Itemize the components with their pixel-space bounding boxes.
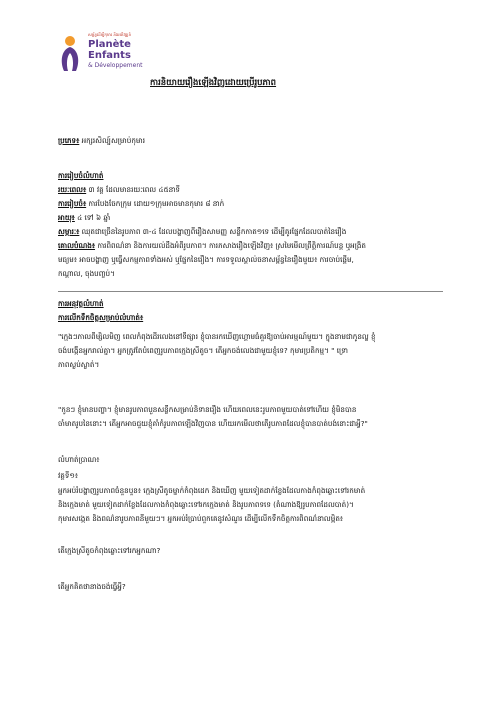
age-value: ៤ ទៅ ៦ ឆ្នាំ <box>77 213 111 222</box>
materials-value: ឈុតជាច្រើននៃរូបភាព ៣-៤ ដែលបង្ហាញពីរឿងសាមញ្ញ សន្លឹកកាត១ទេ ដើម្បីគូរផ្នែកដែលបាត់នៃរឿង <box>81 227 347 236</box>
quote1-line3: ភាពស្ងប់ស្ងាត់។ <box>58 360 100 369</box>
session1-line1: អ្នកអប់រំបង្ហាញរូបភាពចំនួនបួន៖ ក្មេងស្រីតូចម្នាក់កំពុងដេក និងឃើញ មួយទៀតដាក់ខ្លែងដែលកាងកំពុងឆ្លោះទៅរកមាត់ <box>58 486 366 495</box>
motivation-heading: ការលើកទឹកចិត្តសម្រាប់លំហាត់៖ <box>58 313 144 322</box>
question2: តើអ្នកគិតថានាងចង់ធ្វើអ្វី? <box>58 582 126 591</box>
organization-label: ការរៀបចំ៖ <box>58 199 87 208</box>
quote2-line1: "កូនៗ ខ្ញុំមានបញ្ហា។ ខ្ញុំមានរូបភាពបួនសន្លឹកសម្រាប់និទានរឿង ហើយពេលនេះរូបភាពមួយបាត់ទៅហើយ ខ្ញុំមិនបាន <box>58 405 357 414</box>
session1-line2: និងក្មេងមាត់ មួយទៀតដាក់ខ្លែងដែលកាងកំពុងឆ្លោះទៅរកក្មេងមាត់ និងរូបភាពទទេ (តំណាងឱ្យរូបភាពដែលបាត់)។ <box>58 500 354 509</box>
age-line <box>58 211 443 224</box>
duration-label: រយៈពេល៖ <box>58 185 87 194</box>
objective-text-line3: កណ្តាល, ចុងបញ្ចប់។ <box>58 269 115 278</box>
quote1-line1: "ក្មេងៗភាលពីម្សិលមិញ ពេលកំពុងដើរលេងនៅទីផ្សារ ខ្ញុំបានរកឃើញហ្គោមធំគួរឱ្យចាប់អារម្មណ៍មួយ។ ក្នុងនាមជាកូនល្ហ ខ្ញុំ <box>58 332 376 341</box>
steps-label: លំហាត់ប្រាណ៖ <box>58 455 100 464</box>
materials-line <box>58 225 443 238</box>
section-divider <box>58 291 443 292</box>
duration-value: ៣ វគ្គ ដែលមានរយៈពេល ៤៥នាទី <box>88 185 180 194</box>
organization-value: ការបែងចែកក្រុម ដោយ១ក្រុមអាចមានកុមារ ៨ នាក់ <box>88 199 225 208</box>
category-line <box>58 134 443 147</box>
logo-brand-line1: Planète <box>88 39 131 50</box>
conduct-heading: ការអនុវត្តលំហាត់ <box>58 299 104 308</box>
session1-label: វគ្គទី១៖ <box>58 471 79 480</box>
child-figure-icon <box>58 34 82 74</box>
logo-brand-line2: Enfants <box>88 50 131 61</box>
age-label: អាយុ៖ <box>58 213 75 222</box>
duration-line <box>58 183 443 196</box>
objective-line1 <box>58 239 443 252</box>
question1: តើក្មេងស្រីតូចកំពុងឆ្លោះទៅរកអ្នកណា? <box>58 546 161 555</box>
objective-text-line2: មធ្យម៖ អាចបង្ហាញ ឬធ្វើសកម្មភាពទាំងអស់ ឬផ្នែកនៃរឿង។ ការទទួលស្គាល់ចនាសម្ព័ន្ធនៃរឿងមួយ៖ ការចាប់ផ្តើម, <box>58 255 354 264</box>
organization-line <box>58 197 443 210</box>
organization-logo <box>58 32 168 80</box>
quote2-line2: ចាំមាតរូបនៃនោះ។ តើអ្នកអាចជួយខ្ញុំគាំកំរូបភាពឡើងវិញបាន ហើយរកមើលថាតើរូបភាពដែលខ្ញុំបានបាត់បង់នោះជាអ្វី?" <box>58 419 368 428</box>
category-value: អក្សរសិល្ប៍សម្រាប់កុមារ <box>81 136 146 145</box>
preparation-heading: ការរៀបចំលំហាត់ <box>58 171 104 180</box>
session1-line3: កុមារសង្កេត និងពណ៌នារូបភាពនីមួយៗ។ អ្នកអប់រំប្រាប់ពួកគេនូវសំណួរ ដើម្បីលើកទឹកចិត្តការពិពណ៌នាលម្អិត៖ <box>58 514 344 523</box>
objective-label: គោលបំណង៖ <box>58 241 96 250</box>
document-title: ការនិយាយរឿងឡើងវិញដោយប្រើរូបភាព <box>150 78 277 88</box>
logo-brand-line3: & Développement <box>88 62 143 69</box>
category-label: ប្រភេទ៖ <box>58 136 80 145</box>
quote1-line2: ចង់បង្កើនអ្នករាល់គ្នា។ អ្នកត្រូវតែបំពេញរូបភាពក្មេងស្រីតូច។ តើអ្នកចង់លេងជាមួយខ្ញុំទេ? កុមារប្រតិកម្ម។ " ទ្រោ <box>58 346 348 355</box>
materials-label: សម្ភារៈ៖ <box>58 227 80 236</box>
logo-tagline: សម្ព័ន្ធដើម្បីកុមារ និងអភិវឌ្ឍន៍ <box>88 32 132 37</box>
objective-text-line1: ការពិពណ៌នា និងការយល់ដឹងអំពីរូបភាព។ ការភសាងរឿងឡើងវិញ៖ ស្រមៃមើលព្រឹត្តិការណ៍បន្ត ឬអង្រិត <box>97 241 366 250</box>
